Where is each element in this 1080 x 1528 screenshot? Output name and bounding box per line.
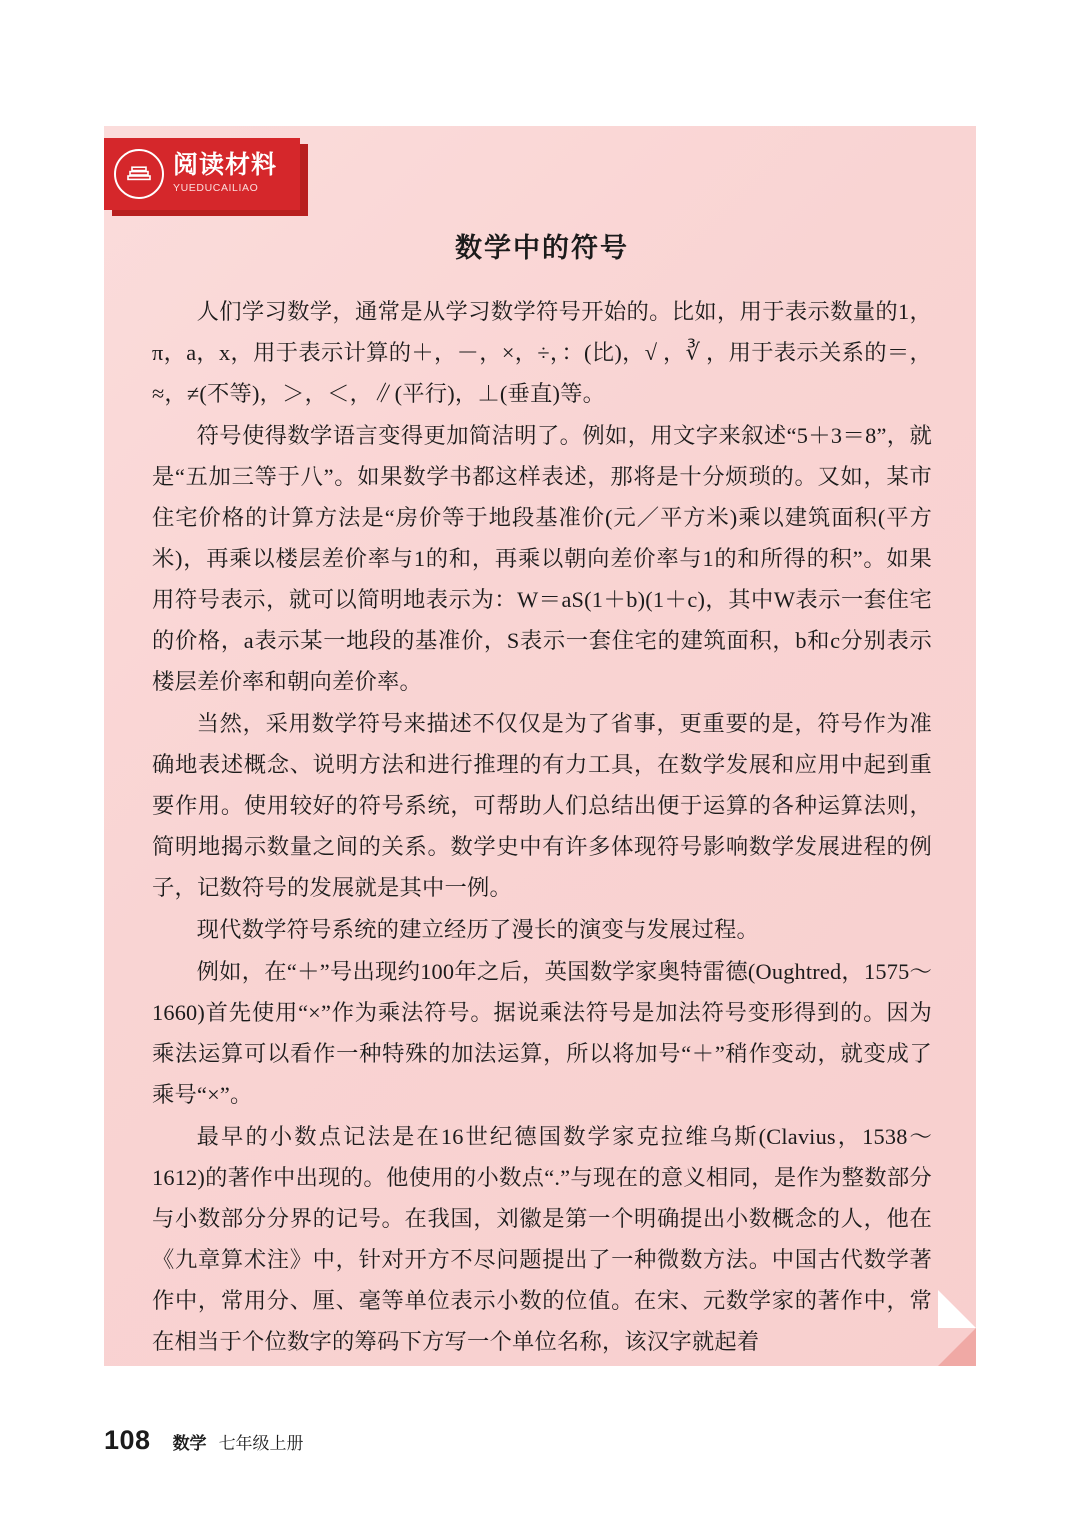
paragraph: 最早的小数点记法是在16世纪德国数学家克拉维乌斯(Clavius，1538～1612)的著作中出现的。他使用的小数点“.”与现在的意义相同，是作为整数部分与小数部分分界的记号。在我国，刘徽是第一个明确提出小数概念的人，他在《九章算术注》中，针对开方不尽问题提出了一种微数方法。中国古代数学著作中，常用分、厘、毫等单位表示小数的位值。在宋、元数学家的著作中，常在相当于个位数字的筹码下方写一个单位名称，该汉字就起着 [152,1124,932,1354]
banner-text [173,152,277,195]
banner-main [104,138,300,210]
page-fold-inner [938,1290,976,1328]
page-number: 108 [104,1425,151,1455]
paragraph: 现代数学符号系统的建立经历了漫长的演变与发展过程。 [196,917,760,942]
reading-material-panel [104,126,976,1366]
footer-subject: 数学 [172,1434,207,1453]
paragraph: 符号使得数学语言变得更加简洁明了。例如，用文字来叙述“5＋3＝8”，就是“五加三等于八”。如果数学书都这样表述，那将是十分烦琐的。又如，某市住宅价格的计算方法是“房价等于地段基准价(元／平方米)乘以建筑面积(平方米)，再乘以楼层差价率与1的和，再乘以朝向差价率与1的和所得的积”。如果用符号表示，就可以简明地表示为：W＝aS(1＋b)(1＋c)，其中W表示一套住宅的价格，a表示某一地段的基准价，S表示一套住宅的建筑面积，b和c分别表示楼层差价率和朝向差价率。 [152,423,932,694]
footer-grade: 七年级上册 [218,1434,304,1453]
page-footer [104,1425,304,1456]
banner-title-cn: 阅读材料 [173,151,278,180]
paragraph: 当然，采用数学符号来描述不仅仅是为了省事，更重要的是，符号作为准确地表述概念、说明方法和进行推理的有力工具，在数学发展和应用中起到重要作用。使用较好的符号系统，可帮助人们总结出便于运算的各种运算法则，简明地揭示数量之间的关系。数学史中有许多体现符号影响数学发展进程的例子，记数符号的发展就是其中一例。 [152,711,932,900]
reading-material-banner [104,138,300,210]
paragraph: 例如，在“＋”号出现约100年之后，英国数学家奥特雷德(Oughtred，1575～1660)首先使用“×”作为乘法符号。据说乘法符号是加法符号变形得到的。因为乘法运算可以看作一种特殊的加法运算，所以将加号“＋”稍作变动，就变成了乘号“×”。 [152,959,932,1107]
page-fold-decoration [938,1328,976,1366]
page-title: 数学中的符号 [455,233,629,263]
paragraph: 人们学习数学，通常是从学习数学符号开始的。比如，用于表示数量的1，π，a，x，用于表示计算的＋，－，×，÷，：(比)，√ ，∛ ，用于表示关系的＝，≈，≠(不等)，＞，＜，∥(平行)，⊥(垂直)等。 [152,299,932,406]
banner-title-pinyin: YUEDUCAILIAO [173,181,259,194]
book-icon [114,149,164,199]
article [152,226,932,1363]
